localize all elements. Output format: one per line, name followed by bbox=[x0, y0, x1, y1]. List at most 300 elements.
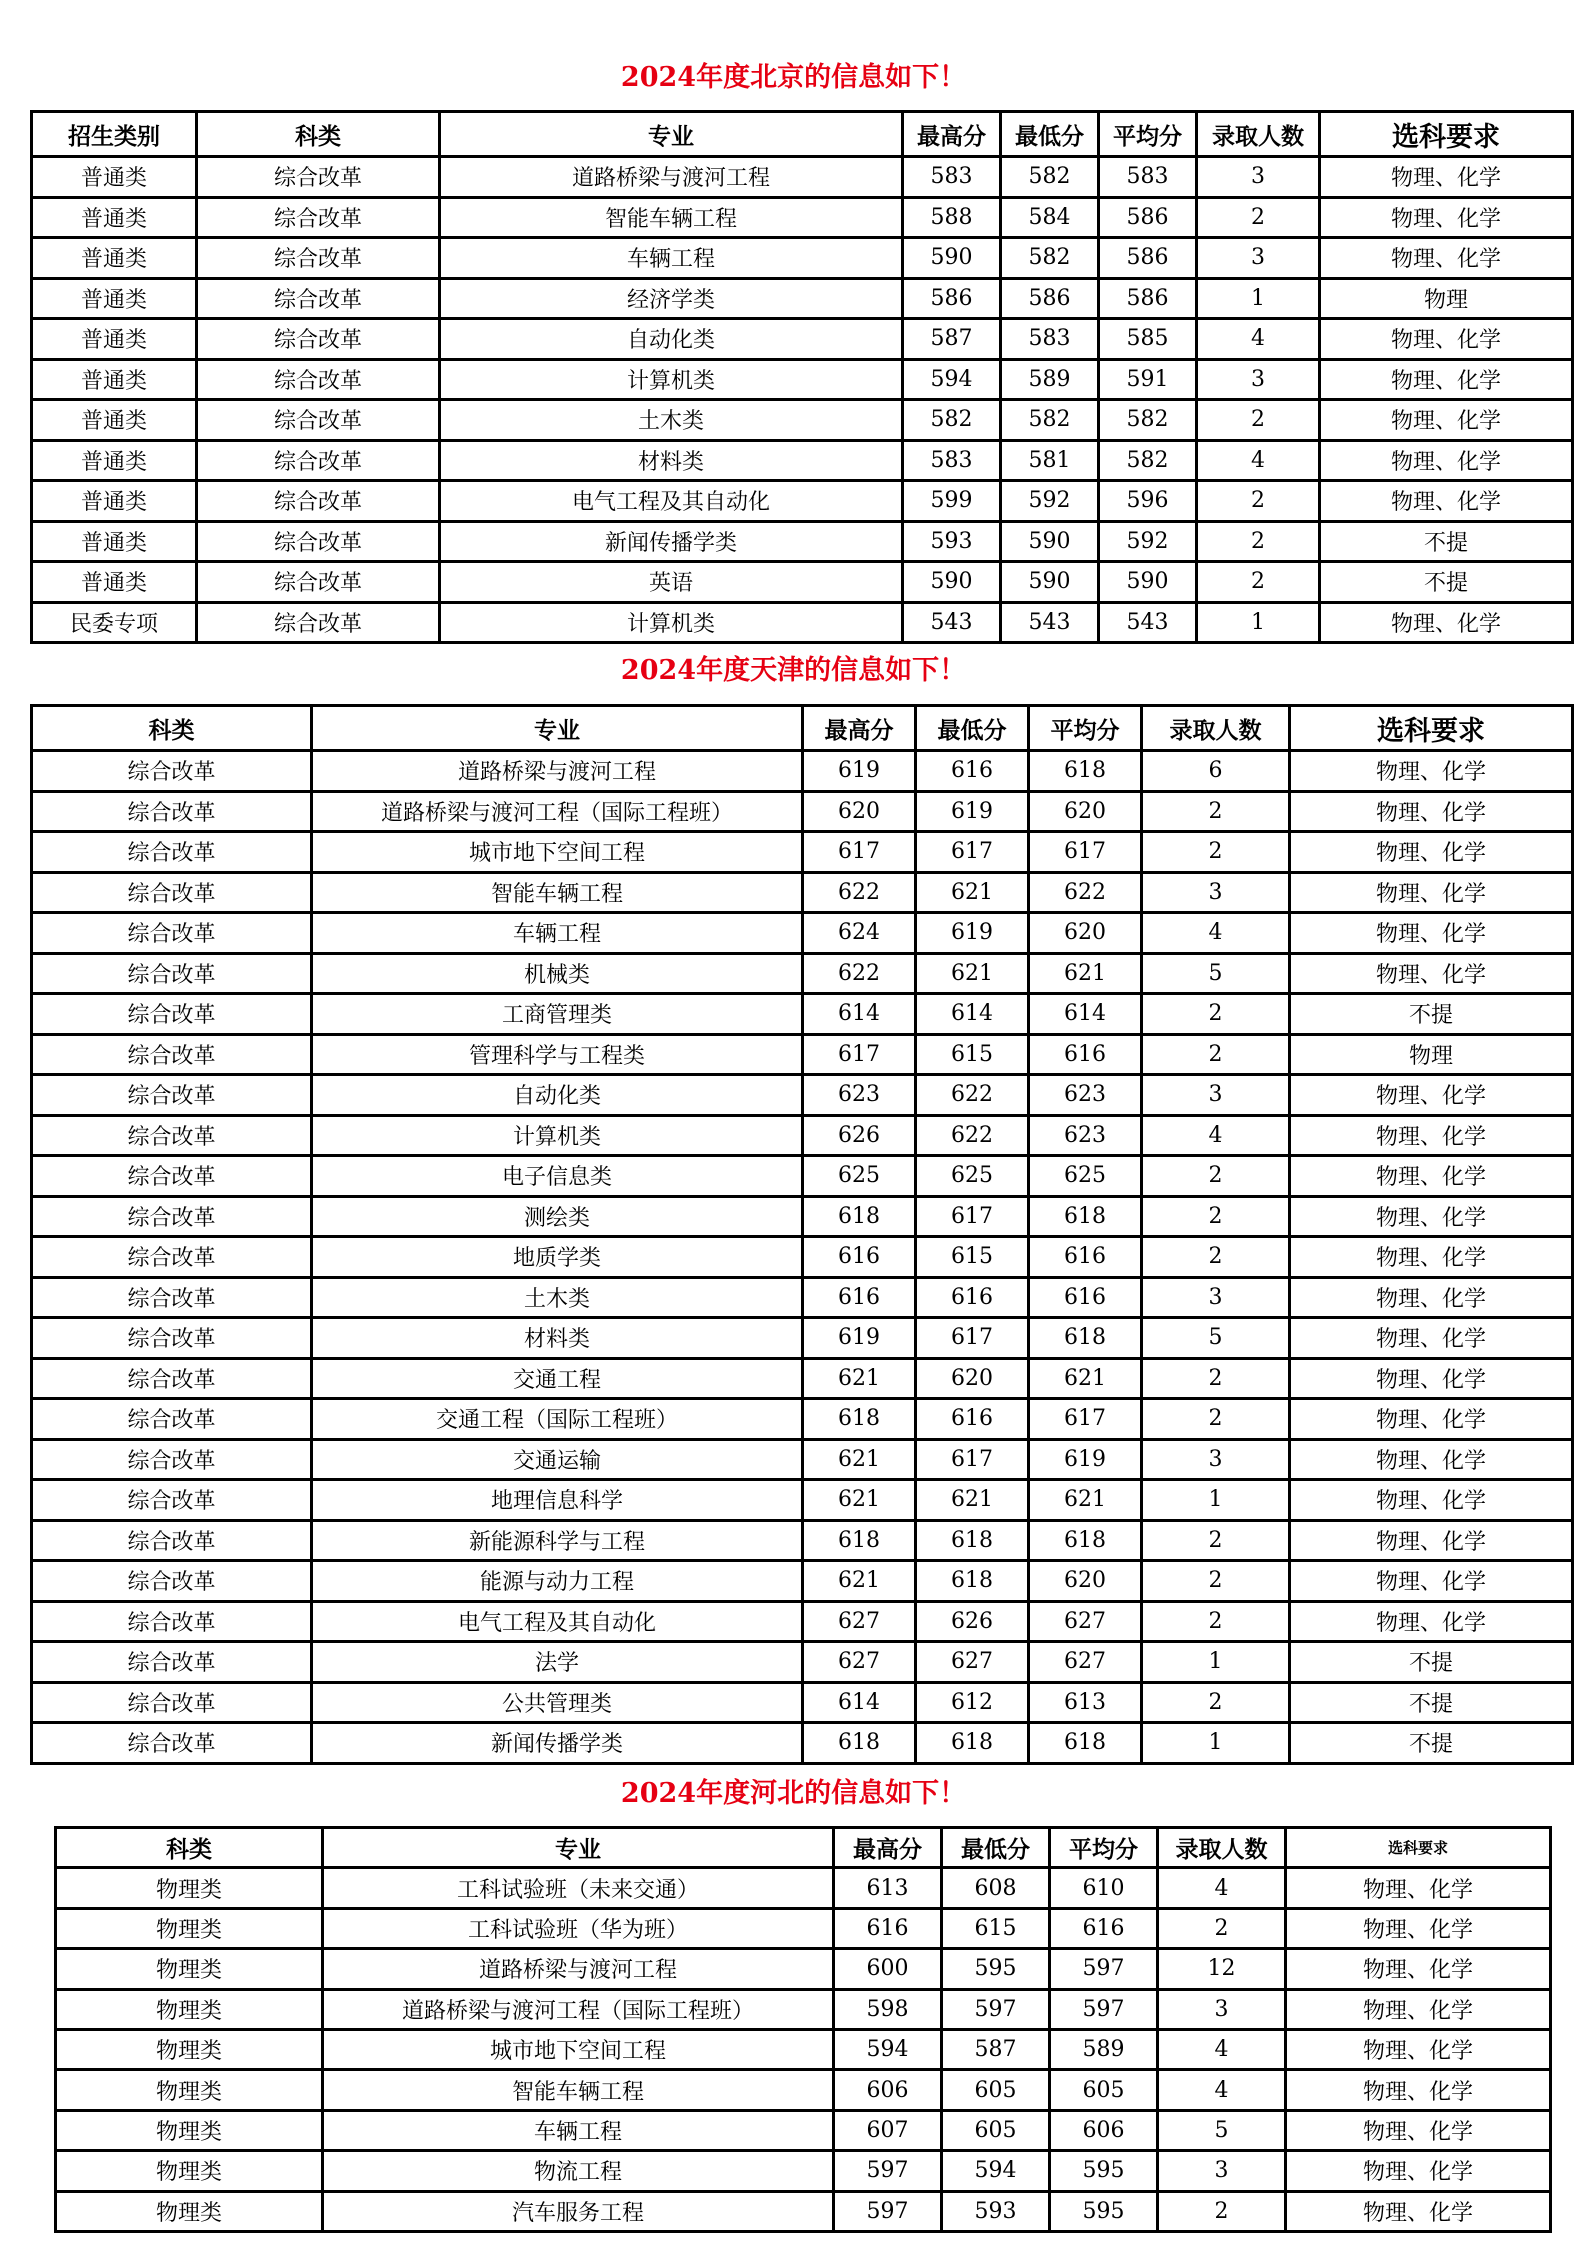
table-cell: 586 bbox=[1100, 239, 1195, 277]
table-cell: 物理类 bbox=[57, 2193, 321, 2230]
table-cell: 2 bbox=[1143, 1522, 1288, 1560]
table-cell: 民委专项 bbox=[33, 604, 195, 642]
table-row bbox=[33, 1522, 1571, 1560]
table-cell: 综合改革 bbox=[33, 752, 310, 790]
table-cell: 综合改革 bbox=[33, 874, 310, 912]
column-header: 最低分 bbox=[943, 1829, 1048, 1866]
table-cell: 600 bbox=[835, 1950, 940, 1987]
table-cell: 621 bbox=[804, 1441, 914, 1479]
table-cell: 620 bbox=[1030, 914, 1140, 952]
column-header: 录取人数 bbox=[1143, 707, 1288, 749]
table-cell: 3 bbox=[1159, 1991, 1284, 2028]
table-cell: 物理、化学 bbox=[1287, 1950, 1549, 1987]
table-cell: 物理、化学 bbox=[1291, 1319, 1571, 1357]
table-row bbox=[33, 793, 1571, 831]
table-cell: 3 bbox=[1159, 2152, 1284, 2189]
table-cell: 616 bbox=[1030, 1036, 1140, 1074]
table-row bbox=[33, 874, 1571, 912]
table-cell: 618 bbox=[1030, 1319, 1140, 1357]
table-row bbox=[33, 1076, 1571, 1114]
table-cell: 582 bbox=[1002, 239, 1097, 277]
table-cell: 综合改革 bbox=[33, 793, 310, 831]
table-cell: 材料类 bbox=[313, 1319, 801, 1357]
table-row bbox=[57, 1950, 1549, 1987]
table-row bbox=[33, 280, 1571, 318]
table-cell: 622 bbox=[804, 955, 914, 993]
table-cell: 不提 bbox=[1321, 563, 1571, 601]
table-cell: 616 bbox=[804, 1238, 914, 1276]
table-cell: 综合改革 bbox=[33, 833, 310, 871]
column-header: 招生类别 bbox=[33, 113, 195, 155]
table-cell: 616 bbox=[804, 1279, 914, 1317]
column-header: 最高分 bbox=[804, 707, 914, 749]
table-cell: 综合改革 bbox=[198, 280, 438, 318]
table-cell: 596 bbox=[1100, 482, 1195, 520]
table-cell: 计算机类 bbox=[313, 1117, 801, 1155]
table-cell: 不提 bbox=[1321, 523, 1571, 561]
table-cell: 618 bbox=[917, 1522, 1027, 1560]
table-cell: 543 bbox=[1100, 604, 1195, 642]
table-cell: 物理、化学 bbox=[1291, 833, 1571, 871]
table-cell: 物理、化学 bbox=[1287, 2071, 1549, 2108]
table-cell: 普通类 bbox=[33, 199, 195, 237]
table-row bbox=[33, 1157, 1571, 1195]
table-cell: 621 bbox=[804, 1562, 914, 1600]
table-cell: 物理、化学 bbox=[1291, 955, 1571, 993]
table-cell: 616 bbox=[917, 752, 1027, 790]
table-cell: 2 bbox=[1198, 482, 1318, 520]
table-cell: 普通类 bbox=[33, 523, 195, 561]
table-cell: 624 bbox=[804, 914, 914, 952]
table-cell: 2 bbox=[1143, 1562, 1288, 1600]
table-cell: 普通类 bbox=[33, 158, 195, 196]
table-cell: 综合改革 bbox=[33, 1279, 310, 1317]
table-cell: 物理、化学 bbox=[1287, 1910, 1549, 1947]
table-cell: 625 bbox=[804, 1157, 914, 1195]
column-header: 最高分 bbox=[835, 1829, 940, 1866]
table-cell: 物理、化学 bbox=[1291, 1441, 1571, 1479]
table-cell: 595 bbox=[943, 1950, 1048, 1987]
table-row bbox=[33, 1279, 1571, 1317]
table-cell: 598 bbox=[835, 1991, 940, 2028]
table-cell: 物理类 bbox=[57, 1910, 321, 1947]
table-header-row bbox=[57, 1829, 1549, 1866]
table-cell: 621 bbox=[917, 955, 1027, 993]
table-cell: 物理、化学 bbox=[1291, 1400, 1571, 1438]
table-cell: 616 bbox=[1030, 1238, 1140, 1276]
table-cell: 589 bbox=[1002, 361, 1097, 399]
table-cell: 物理、化学 bbox=[1291, 1522, 1571, 1560]
table-cell: 616 bbox=[1051, 1910, 1156, 1947]
table-row bbox=[33, 1643, 1571, 1681]
table-row bbox=[33, 1724, 1571, 1762]
table-cell: 613 bbox=[835, 1869, 940, 1906]
table-cell: 615 bbox=[917, 1036, 1027, 1074]
table-cell: 物理、化学 bbox=[1321, 604, 1571, 642]
table-row bbox=[33, 199, 1571, 237]
table-cell: 物理、化学 bbox=[1291, 1238, 1571, 1276]
table-row bbox=[33, 1117, 1571, 1155]
table-cell: 综合改革 bbox=[198, 199, 438, 237]
table-cell: 2 bbox=[1143, 1238, 1288, 1276]
table-cell: 627 bbox=[917, 1643, 1027, 1681]
table-cell: 614 bbox=[1030, 995, 1140, 1033]
table-cell: 计算机类 bbox=[441, 361, 901, 399]
table-cell: 2 bbox=[1143, 1157, 1288, 1195]
table-cell: 618 bbox=[917, 1724, 1027, 1762]
table-cell: 605 bbox=[943, 2071, 1048, 2108]
table-cell: 城市地下空间工程 bbox=[313, 833, 801, 871]
table-cell: 综合改革 bbox=[198, 320, 438, 358]
table-cell: 625 bbox=[917, 1157, 1027, 1195]
table-cell: 物理、化学 bbox=[1287, 1869, 1549, 1906]
table-cell: 物理、化学 bbox=[1287, 1991, 1549, 2028]
table-cell: 3 bbox=[1198, 361, 1318, 399]
table-cell: 617 bbox=[1030, 833, 1140, 871]
table-cell: 621 bbox=[917, 1481, 1027, 1519]
table-row bbox=[33, 1481, 1571, 1519]
table-cell: 595 bbox=[1051, 2193, 1156, 2230]
table-cell: 5 bbox=[1143, 1319, 1288, 1357]
table-cell: 普通类 bbox=[33, 442, 195, 480]
table-cell: 622 bbox=[804, 874, 914, 912]
table-cell: 582 bbox=[1100, 401, 1195, 439]
table-cell: 综合改革 bbox=[198, 158, 438, 196]
table-cell: 617 bbox=[917, 1441, 1027, 1479]
table-cell: 582 bbox=[904, 401, 999, 439]
table-cell: 627 bbox=[804, 1643, 914, 1681]
table-row bbox=[33, 995, 1571, 1033]
beijing-section-title: 2024年度北京的信息如下！ bbox=[620, 62, 967, 93]
table-cell: 物理 bbox=[1291, 1036, 1571, 1074]
table-cell: 物理、化学 bbox=[1287, 2152, 1549, 2189]
table-cell: 621 bbox=[1030, 1481, 1140, 1519]
table-row bbox=[33, 482, 1571, 520]
table-cell: 综合改革 bbox=[33, 1036, 310, 1074]
table-cell: 交通工程（国际工程班） bbox=[313, 1400, 801, 1438]
table-row bbox=[33, 1603, 1571, 1641]
table-cell: 3 bbox=[1143, 874, 1288, 912]
table-cell: 3 bbox=[1143, 1441, 1288, 1479]
table-cell: 591 bbox=[1100, 361, 1195, 399]
table-row bbox=[57, 1991, 1549, 2028]
table-cell: 道路桥梁与渡河工程（国际工程班） bbox=[313, 793, 801, 831]
table-cell: 新闻传播学类 bbox=[441, 523, 901, 561]
tianjin-admission-table bbox=[30, 704, 1574, 1765]
table-cell: 583 bbox=[904, 442, 999, 480]
column-header: 最低分 bbox=[917, 707, 1027, 749]
table-cell: 2 bbox=[1143, 1684, 1288, 1722]
table-cell: 物理、化学 bbox=[1291, 752, 1571, 790]
table-row bbox=[33, 1198, 1571, 1236]
table-cell: 3 bbox=[1198, 239, 1318, 277]
table-row bbox=[57, 1869, 1549, 1906]
table-cell: 普通类 bbox=[33, 320, 195, 358]
table-cell: 4 bbox=[1143, 914, 1288, 952]
table-cell: 普通类 bbox=[33, 361, 195, 399]
table-cell: 综合改革 bbox=[33, 1684, 310, 1722]
table-row bbox=[33, 833, 1571, 871]
table-cell: 12 bbox=[1159, 1950, 1284, 1987]
table-cell: 622 bbox=[917, 1076, 1027, 1114]
table-cell: 综合改革 bbox=[33, 1157, 310, 1195]
table-cell: 物理、化学 bbox=[1321, 199, 1571, 237]
table-cell: 592 bbox=[1100, 523, 1195, 561]
table-cell: 物理类 bbox=[57, 2031, 321, 2068]
table-cell: 4 bbox=[1159, 2031, 1284, 2068]
table-cell: 综合改革 bbox=[33, 995, 310, 1033]
table-cell: 普通类 bbox=[33, 280, 195, 318]
table-cell: 584 bbox=[1002, 199, 1097, 237]
table-cell: 4 bbox=[1159, 1869, 1284, 1906]
table-cell: 586 bbox=[1100, 280, 1195, 318]
table-cell: 597 bbox=[835, 2193, 940, 2230]
table-cell: 2 bbox=[1143, 995, 1288, 1033]
table-cell: 2 bbox=[1143, 833, 1288, 871]
table-cell: 1 bbox=[1143, 1481, 1288, 1519]
table-cell: 物理类 bbox=[57, 2112, 321, 2149]
table-cell: 618 bbox=[1030, 1724, 1140, 1762]
table-cell: 物理、化学 bbox=[1291, 1198, 1571, 1236]
table-cell: 586 bbox=[1002, 280, 1097, 318]
table-cell: 工科试验班（华为班） bbox=[324, 1910, 832, 1947]
table-cell: 588 bbox=[904, 199, 999, 237]
table-row bbox=[33, 320, 1571, 358]
table-cell: 普通类 bbox=[33, 482, 195, 520]
table-cell: 621 bbox=[1030, 955, 1140, 993]
table-cell: 综合改革 bbox=[198, 401, 438, 439]
column-header: 科类 bbox=[57, 1829, 321, 1866]
table-cell: 电气工程及其自动化 bbox=[441, 482, 901, 520]
table-cell: 物理、化学 bbox=[1291, 1360, 1571, 1398]
table-cell: 不提 bbox=[1291, 1684, 1571, 1722]
table-cell: 地理信息科学 bbox=[313, 1481, 801, 1519]
table-cell: 627 bbox=[1030, 1643, 1140, 1681]
table-cell: 586 bbox=[904, 280, 999, 318]
tianjin-section-title: 2024年度天津的信息如下！ bbox=[620, 655, 967, 686]
table-cell: 综合改革 bbox=[198, 563, 438, 601]
table-cell: 597 bbox=[1051, 1991, 1156, 2028]
table-cell: 619 bbox=[804, 1319, 914, 1357]
table-cell: 543 bbox=[904, 604, 999, 642]
table-cell: 物理类 bbox=[57, 1950, 321, 1987]
table-cell: 594 bbox=[835, 2031, 940, 2068]
table-cell: 自动化类 bbox=[441, 320, 901, 358]
table-cell: 物理、化学 bbox=[1287, 2112, 1549, 2149]
table-cell: 电气工程及其自动化 bbox=[313, 1603, 801, 1641]
table-cell: 615 bbox=[917, 1238, 1027, 1276]
table-cell: 587 bbox=[943, 2031, 1048, 2068]
table-cell: 618 bbox=[804, 1400, 914, 1438]
table-cell: 普通类 bbox=[33, 239, 195, 277]
table-cell: 城市地下空间工程 bbox=[324, 2031, 832, 2068]
table-cell: 617 bbox=[917, 1198, 1027, 1236]
table-cell: 1 bbox=[1198, 604, 1318, 642]
table-row bbox=[33, 1238, 1571, 1276]
table-cell: 综合改革 bbox=[198, 482, 438, 520]
table-cell: 物理、化学 bbox=[1291, 1076, 1571, 1114]
column-header: 选科要求 bbox=[1321, 113, 1571, 155]
table-cell: 627 bbox=[804, 1603, 914, 1641]
table-cell: 综合改革 bbox=[33, 1238, 310, 1276]
table-cell: 594 bbox=[904, 361, 999, 399]
table-row bbox=[57, 1910, 1549, 1947]
table-cell: 4 bbox=[1198, 442, 1318, 480]
table-cell: 2 bbox=[1143, 1360, 1288, 1398]
column-header: 科类 bbox=[33, 707, 310, 749]
table-cell: 车辆工程 bbox=[324, 2112, 832, 2149]
table-cell: 综合改革 bbox=[33, 914, 310, 952]
table-cell: 道路桥梁与渡河工程 bbox=[324, 1950, 832, 1987]
column-header: 选科要求 bbox=[1287, 1829, 1549, 1866]
table-cell: 606 bbox=[835, 2071, 940, 2108]
table-cell: 2 bbox=[1143, 1036, 1288, 1074]
column-header: 科类 bbox=[198, 113, 438, 155]
table-cell: 621 bbox=[804, 1481, 914, 1519]
table-cell: 595 bbox=[1051, 2152, 1156, 2189]
table-row bbox=[33, 158, 1571, 196]
table-cell: 综合改革 bbox=[33, 1400, 310, 1438]
table-row bbox=[33, 401, 1571, 439]
table-cell: 2 bbox=[1198, 401, 1318, 439]
table-cell: 物理、化学 bbox=[1291, 914, 1571, 952]
table-cell: 综合改革 bbox=[198, 604, 438, 642]
table-cell: 新能源科学与工程 bbox=[313, 1522, 801, 1560]
table-cell: 物理、化学 bbox=[1291, 1279, 1571, 1317]
column-header: 专业 bbox=[441, 113, 901, 155]
table-cell: 619 bbox=[804, 752, 914, 790]
table-row bbox=[33, 1036, 1571, 1074]
table-cell: 工科试验班（未来交通） bbox=[324, 1869, 832, 1906]
table-cell: 车辆工程 bbox=[441, 239, 901, 277]
table-cell: 物理、化学 bbox=[1321, 361, 1571, 399]
table-cell: 综合改革 bbox=[33, 1319, 310, 1357]
table-cell: 物理、化学 bbox=[1321, 401, 1571, 439]
table-cell: 590 bbox=[1002, 563, 1097, 601]
table-row bbox=[33, 604, 1571, 642]
table-cell: 606 bbox=[1051, 2112, 1156, 2149]
table-cell: 626 bbox=[917, 1603, 1027, 1641]
table-cell: 619 bbox=[1030, 1441, 1140, 1479]
table-cell: 4 bbox=[1159, 2071, 1284, 2108]
table-cell: 618 bbox=[804, 1724, 914, 1762]
table-cell: 621 bbox=[917, 874, 1027, 912]
table-cell: 627 bbox=[1030, 1603, 1140, 1641]
table-cell: 622 bbox=[917, 1117, 1027, 1155]
table-cell: 计算机类 bbox=[441, 604, 901, 642]
table-cell: 综合改革 bbox=[33, 1522, 310, 1560]
table-cell: 2 bbox=[1143, 793, 1288, 831]
table-cell: 2 bbox=[1159, 2193, 1284, 2230]
table-row bbox=[57, 2112, 1549, 2149]
column-header: 最高分 bbox=[904, 113, 999, 155]
table-cell: 618 bbox=[1030, 1198, 1140, 1236]
table-cell: 617 bbox=[917, 833, 1027, 871]
table-cell: 5 bbox=[1143, 955, 1288, 993]
table-cell: 物理 bbox=[1321, 280, 1571, 318]
column-header: 录取人数 bbox=[1159, 1829, 1284, 1866]
table-cell: 物理类 bbox=[57, 1991, 321, 2028]
table-cell: 汽车服务工程 bbox=[324, 2193, 832, 2230]
table-cell: 物理、化学 bbox=[1291, 793, 1571, 831]
table-cell: 587 bbox=[904, 320, 999, 358]
table-cell: 623 bbox=[1030, 1076, 1140, 1114]
table-row bbox=[33, 752, 1571, 790]
table-cell: 590 bbox=[1100, 563, 1195, 601]
table-cell: 615 bbox=[943, 1910, 1048, 1947]
table-row bbox=[33, 955, 1571, 993]
table-cell: 590 bbox=[904, 239, 999, 277]
table-cell: 物理、化学 bbox=[1291, 874, 1571, 912]
table-cell: 普通类 bbox=[33, 563, 195, 601]
table-cell: 616 bbox=[917, 1400, 1027, 1438]
table-row bbox=[33, 563, 1571, 601]
table-cell: 地质学类 bbox=[313, 1238, 801, 1276]
table-cell: 617 bbox=[917, 1319, 1027, 1357]
table-cell: 测绘类 bbox=[313, 1198, 801, 1236]
table-cell: 综合改革 bbox=[198, 523, 438, 561]
table-cell: 普通类 bbox=[33, 401, 195, 439]
table-row bbox=[33, 1360, 1571, 1398]
table-cell: 1 bbox=[1143, 1643, 1288, 1681]
table-header-row bbox=[33, 707, 1571, 749]
column-header: 专业 bbox=[324, 1829, 832, 1866]
table-cell: 597 bbox=[1051, 1950, 1156, 1987]
table-cell: 综合改革 bbox=[33, 1562, 310, 1600]
table-cell: 物理、化学 bbox=[1291, 1157, 1571, 1195]
table-cell: 614 bbox=[917, 995, 1027, 1033]
column-header: 平均分 bbox=[1051, 1829, 1156, 1866]
table-cell: 582 bbox=[1002, 401, 1097, 439]
table-cell: 综合改革 bbox=[198, 239, 438, 277]
table-cell: 623 bbox=[1030, 1117, 1140, 1155]
table-cell: 618 bbox=[917, 1562, 1027, 1600]
table-cell: 交通工程 bbox=[313, 1360, 801, 1398]
table-row bbox=[57, 2193, 1549, 2230]
table-cell: 综合改革 bbox=[33, 1643, 310, 1681]
table-row bbox=[33, 914, 1571, 952]
table-cell: 2 bbox=[1198, 199, 1318, 237]
table-cell: 608 bbox=[943, 1869, 1048, 1906]
table-row bbox=[33, 523, 1571, 561]
table-cell: 3 bbox=[1198, 158, 1318, 196]
column-header: 专业 bbox=[313, 707, 801, 749]
table-cell: 综合改革 bbox=[33, 1076, 310, 1114]
table-cell: 626 bbox=[804, 1117, 914, 1155]
table-cell: 英语 bbox=[441, 563, 901, 601]
table-cell: 618 bbox=[804, 1198, 914, 1236]
table-cell: 592 bbox=[1002, 482, 1097, 520]
table-cell: 物理类 bbox=[57, 2152, 321, 2189]
table-cell: 618 bbox=[804, 1522, 914, 1560]
table-cell: 法学 bbox=[313, 1643, 801, 1681]
table-cell: 607 bbox=[835, 2112, 940, 2149]
table-cell: 622 bbox=[1030, 874, 1140, 912]
column-header: 选科要求 bbox=[1291, 707, 1571, 749]
table-cell: 618 bbox=[1030, 752, 1140, 790]
table-cell: 物理、化学 bbox=[1291, 1562, 1571, 1600]
table-cell: 物理、化学 bbox=[1291, 1481, 1571, 1519]
table-cell: 综合改革 bbox=[198, 442, 438, 480]
table-cell: 2 bbox=[1143, 1198, 1288, 1236]
table-row bbox=[57, 2071, 1549, 2108]
table-cell: 610 bbox=[1051, 1869, 1156, 1906]
table-cell: 不提 bbox=[1291, 1643, 1571, 1681]
column-header: 平均分 bbox=[1030, 707, 1140, 749]
table-cell: 物理、化学 bbox=[1291, 1117, 1571, 1155]
table-cell: 物理类 bbox=[57, 2071, 321, 2108]
table-cell: 土木类 bbox=[441, 401, 901, 439]
